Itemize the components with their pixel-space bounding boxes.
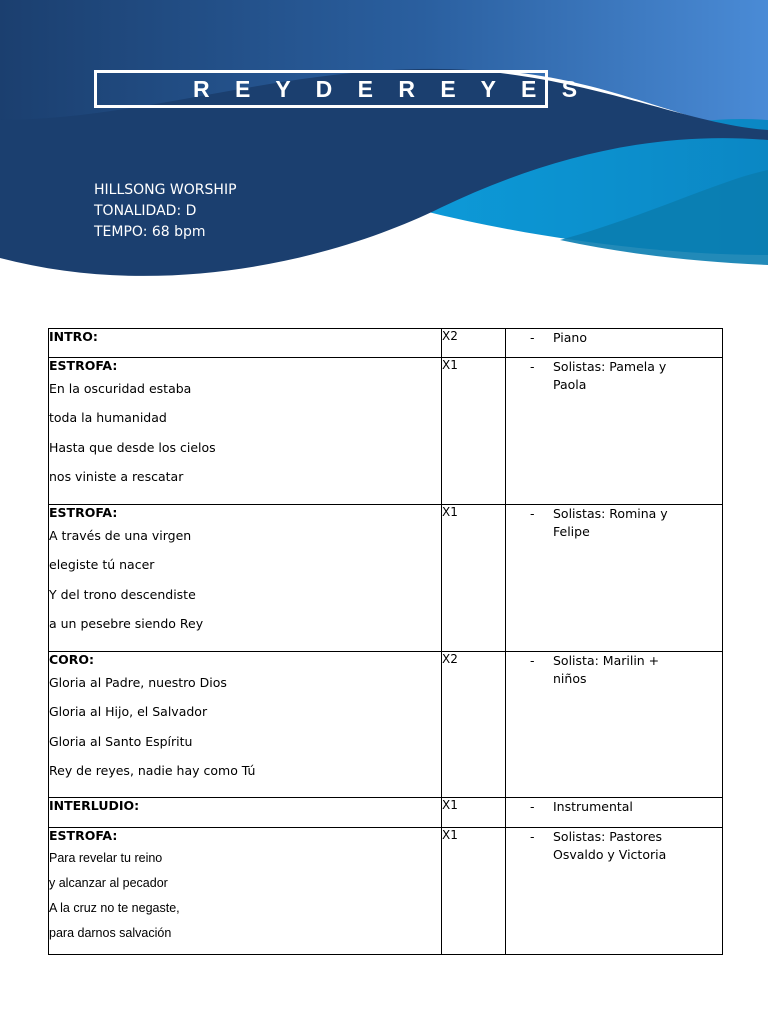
bullet-dash: -	[530, 359, 535, 374]
section-label: ESTROFA:	[49, 505, 118, 520]
lyric-line: Gloria al Padre, nuestro Dios	[49, 675, 227, 690]
bullet-dash: -	[530, 330, 535, 345]
lyric-line: toda la humanidad	[49, 410, 167, 426]
notes-text: Instrumental	[553, 799, 633, 814]
lyric-line: nos viniste a rescatar	[49, 469, 184, 485]
lyric-line: Y del trono descendiste	[49, 586, 196, 602]
repetitions: X1	[442, 505, 506, 652]
key-label: TONALIDAD: D	[94, 203, 197, 219]
lyric-line: Gloria al Hijo, el Salvador	[49, 704, 208, 720]
lyric-line: Para revelar tu reino	[49, 851, 163, 865]
notes-cell	[506, 798, 723, 828]
lyric-line: Hasta que desde los cielos	[49, 439, 216, 455]
notes-cell	[506, 329, 723, 358]
bullet-dash: -	[530, 799, 535, 814]
section-label: ESTROFA:	[49, 358, 118, 373]
header-wave-background	[0, 0, 768, 300]
lyric-line: Rey de reyes, nadie hay como Tú	[49, 763, 256, 779]
notes-cell	[506, 358, 723, 505]
notes-text: Solistas: Pastores Osvaldo y Victoria	[553, 829, 667, 862]
section-cell	[49, 798, 442, 828]
lyric-line: A la cruz no te negaste,	[49, 901, 180, 915]
repetitions: X2	[442, 329, 506, 358]
notes-cell	[506, 505, 723, 652]
section-cell	[49, 828, 442, 955]
section-cell	[49, 652, 442, 798]
lyric-line: A través de una virgen	[49, 528, 192, 543]
section-label: INTRO:	[49, 329, 98, 344]
bullet-dash: -	[530, 506, 535, 521]
notes-text: Solistas: Pamela y Paola	[553, 359, 667, 392]
repetitions: X1	[442, 358, 506, 505]
lyric-line: En la oscuridad estaba	[49, 381, 192, 396]
song-meta	[94, 180, 237, 243]
song-title: R E Y D E R E Y E S	[193, 75, 587, 102]
lyric-line: Gloria al Santo Espíritu	[49, 733, 193, 749]
section-cell	[49, 329, 442, 358]
notes-text: Piano	[553, 330, 587, 345]
setlist-table	[48, 328, 723, 955]
lyric-line: elegiste tú nacer	[49, 557, 155, 573]
table-row	[49, 828, 723, 955]
repetitions: X2	[442, 652, 506, 798]
section-label: INTERLUDIO:	[49, 798, 140, 813]
section-cell	[49, 358, 442, 505]
notes-cell	[506, 828, 723, 955]
bullet-dash: -	[530, 653, 535, 668]
tempo-label: TEMPO: 68 bpm	[94, 224, 206, 240]
repetitions: X1	[442, 798, 506, 828]
notes-text: Solista: Marilin + niños	[553, 653, 660, 686]
table-row	[49, 358, 723, 505]
bullet-dash: -	[530, 829, 535, 844]
lyric-line: a un pesebre siendo Rey	[49, 616, 204, 632]
table-row	[49, 798, 723, 828]
repetitions: X1	[442, 828, 506, 955]
table-row	[49, 329, 723, 358]
artist-label: HILLSONG WORSHIP	[94, 182, 237, 198]
lyric-line: y alcanzar al pecador	[49, 876, 168, 890]
section-cell	[49, 505, 442, 652]
notes-text: Solistas: Romina y Felipe	[553, 506, 668, 539]
notes-cell	[506, 652, 723, 798]
lyric-line: para darnos salvación	[49, 926, 172, 940]
table-row	[49, 505, 723, 652]
title-box	[94, 70, 587, 108]
section-label: ESTROFA:	[49, 828, 118, 843]
table-row	[49, 652, 723, 798]
section-label: CORO:	[49, 652, 95, 667]
